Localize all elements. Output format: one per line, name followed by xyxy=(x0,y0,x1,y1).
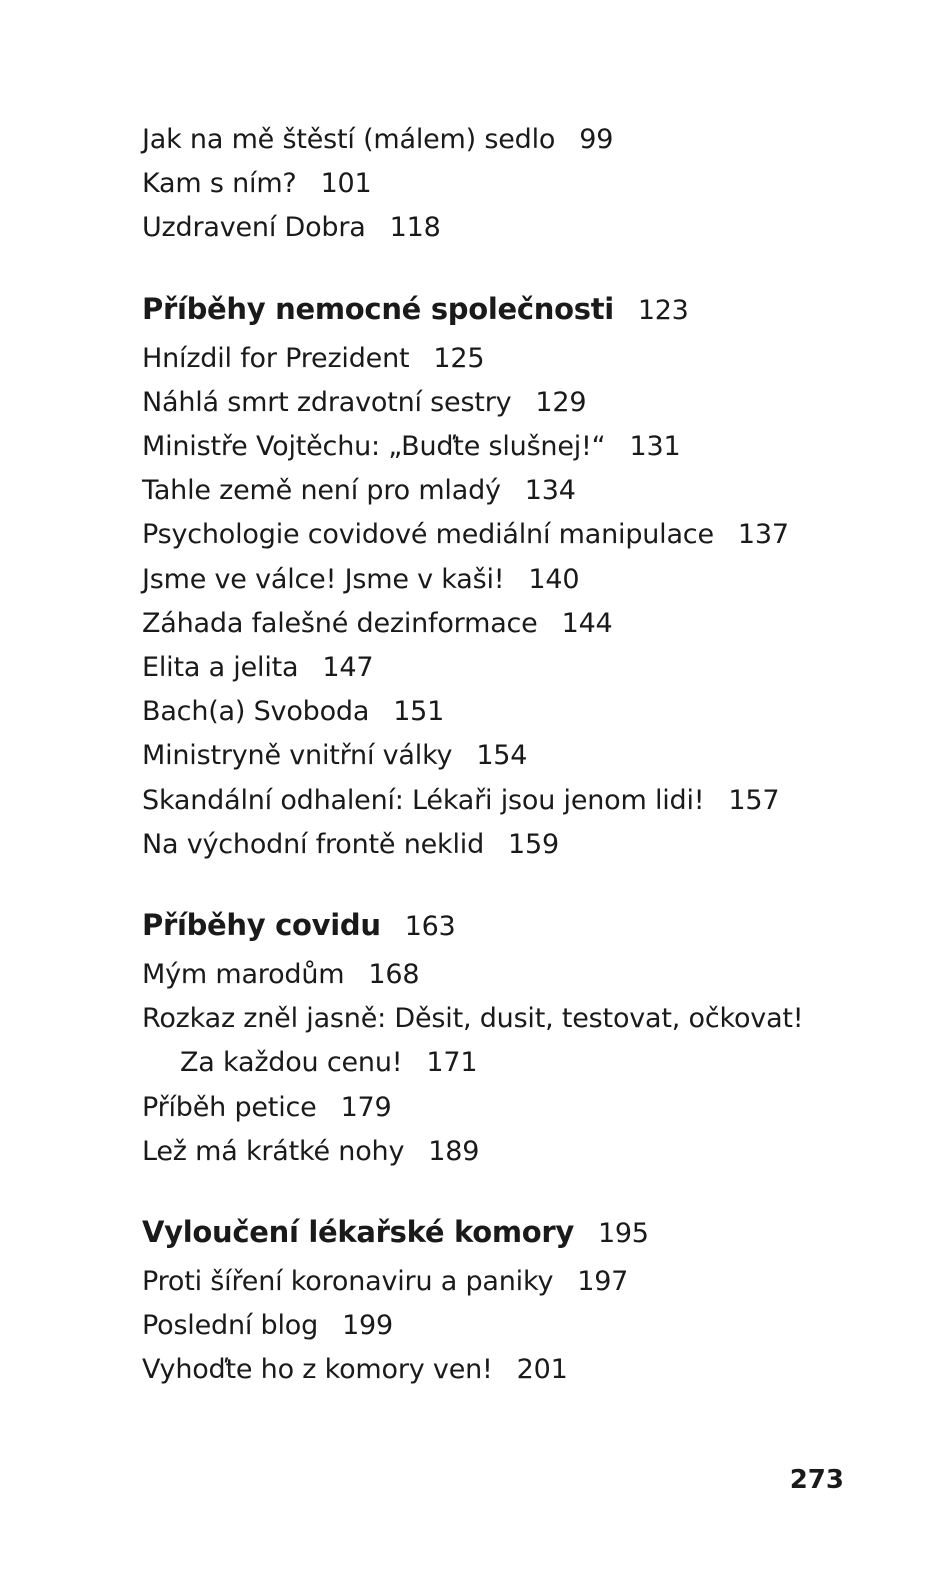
section-page: 195 xyxy=(597,1218,649,1250)
toc-entry xyxy=(142,1130,862,1174)
entry-page: 147 xyxy=(322,652,374,684)
toc-entry xyxy=(142,118,862,162)
entry-title: Ministryně vnitřní války xyxy=(142,740,453,772)
entry-page: 131 xyxy=(629,431,681,463)
entry-page: 199 xyxy=(342,1310,393,1342)
entry-title: Bach(a) Svoboda xyxy=(142,696,370,728)
entry-title: Hnízdil for Prezident xyxy=(142,342,410,374)
toc-entry xyxy=(142,779,862,823)
toc-entry xyxy=(142,513,862,557)
toc-entry xyxy=(142,206,862,250)
entry-title: Jak na mě štěstí (málem) sedlo xyxy=(142,124,556,155)
entry-title: Náhlá smrt zdravotní sestry xyxy=(142,386,512,418)
toc-entry xyxy=(142,1348,862,1392)
entry-title: Psychologie covidové mediální manipulace xyxy=(142,519,714,551)
entry-title: Vyhoďte ho z komory ven! xyxy=(142,1354,493,1386)
toc-group-intro xyxy=(142,118,862,251)
entry-title: Proti šíření koronaviru a paniky xyxy=(142,1266,554,1298)
section-title: Příběhy covidu xyxy=(142,908,381,943)
entry-title: Jsme ve válce! Jsme v kaši! xyxy=(142,563,505,595)
toc-entry xyxy=(142,734,862,778)
toc-entry xyxy=(142,1086,862,1130)
section-heading xyxy=(142,287,862,333)
entry-title: Lež má krátké nohy xyxy=(142,1135,405,1167)
entry-title: Poslední blog xyxy=(142,1310,319,1342)
entry-page: 201 xyxy=(516,1354,568,1386)
toc-entry xyxy=(142,1260,862,1304)
entry-page: 125 xyxy=(433,342,485,374)
entry-title: Záhada falešné dezinformace xyxy=(142,607,538,639)
entry-page: 144 xyxy=(561,607,613,639)
entry-page: 118 xyxy=(389,212,441,244)
toc-entry xyxy=(142,997,862,1085)
entry-title: Uzdravení Dobra xyxy=(142,212,366,244)
toc-group-chamber xyxy=(142,1260,862,1393)
entry-title-cont: Za každou cenu! xyxy=(180,1047,403,1079)
entry-page: 99 xyxy=(579,124,614,155)
entry-title: Tahle země není pro mladý xyxy=(142,475,501,507)
page-number: 273 xyxy=(789,1465,844,1495)
toc-entry xyxy=(142,953,862,997)
toc-entry xyxy=(142,337,862,381)
entry-title: Skandální odhalení: Lékaři jsou jenom lidi! xyxy=(142,784,705,816)
entry-page: 197 xyxy=(577,1266,629,1298)
entry-title: Rozkaz zněl jasně: Děsit, dusit, testovat, očkovat! xyxy=(142,1003,804,1035)
entry-title: Příběh petice xyxy=(142,1091,317,1123)
entry-page: 151 xyxy=(393,696,445,728)
toc-group-covid xyxy=(142,953,862,1174)
entry-title: Mým marodům xyxy=(142,959,345,991)
section-page: 163 xyxy=(404,911,456,943)
toc-entry xyxy=(142,1304,862,1348)
section-heading xyxy=(142,903,862,949)
entry-page: 140 xyxy=(528,563,580,595)
entry-page: 134 xyxy=(524,475,576,507)
entry-title: Ministře Vojtěchu: „Buďte slušnej!“ xyxy=(142,431,606,463)
table-of-contents xyxy=(142,118,862,1393)
entry-page: 168 xyxy=(368,959,420,991)
entry-page: 137 xyxy=(737,519,789,551)
toc-entry xyxy=(142,162,862,206)
toc-entry xyxy=(142,425,862,469)
toc-group-society xyxy=(142,337,862,867)
section-page: 123 xyxy=(637,294,689,326)
toc-entry xyxy=(142,602,862,646)
entry-page: 159 xyxy=(508,828,559,860)
toc-entry xyxy=(142,646,862,690)
entry-page: 157 xyxy=(728,784,780,816)
toc-entry xyxy=(142,558,862,602)
toc-entry xyxy=(142,690,862,734)
entry-page: 189 xyxy=(428,1135,480,1167)
toc-entry xyxy=(142,381,862,425)
entry-page: 129 xyxy=(535,386,587,418)
section-title: Vyloučení lékařské komory xyxy=(142,1215,574,1250)
toc-entry xyxy=(142,823,862,867)
toc-entry xyxy=(142,469,862,513)
entry-page: 101 xyxy=(320,168,372,200)
entry-page: 154 xyxy=(476,740,528,772)
entry-title: Na východní frontě neklid xyxy=(142,828,485,860)
section-heading xyxy=(142,1210,862,1256)
entry-title-continuation xyxy=(142,1041,862,1085)
entry-title: Elita a jelita xyxy=(142,652,299,684)
entry-page: 171 xyxy=(426,1047,478,1079)
entry-page: 179 xyxy=(340,1091,392,1123)
section-title: Příběhy nemocné společnosti xyxy=(142,291,614,326)
entry-title: Kam s ním? xyxy=(142,168,297,200)
